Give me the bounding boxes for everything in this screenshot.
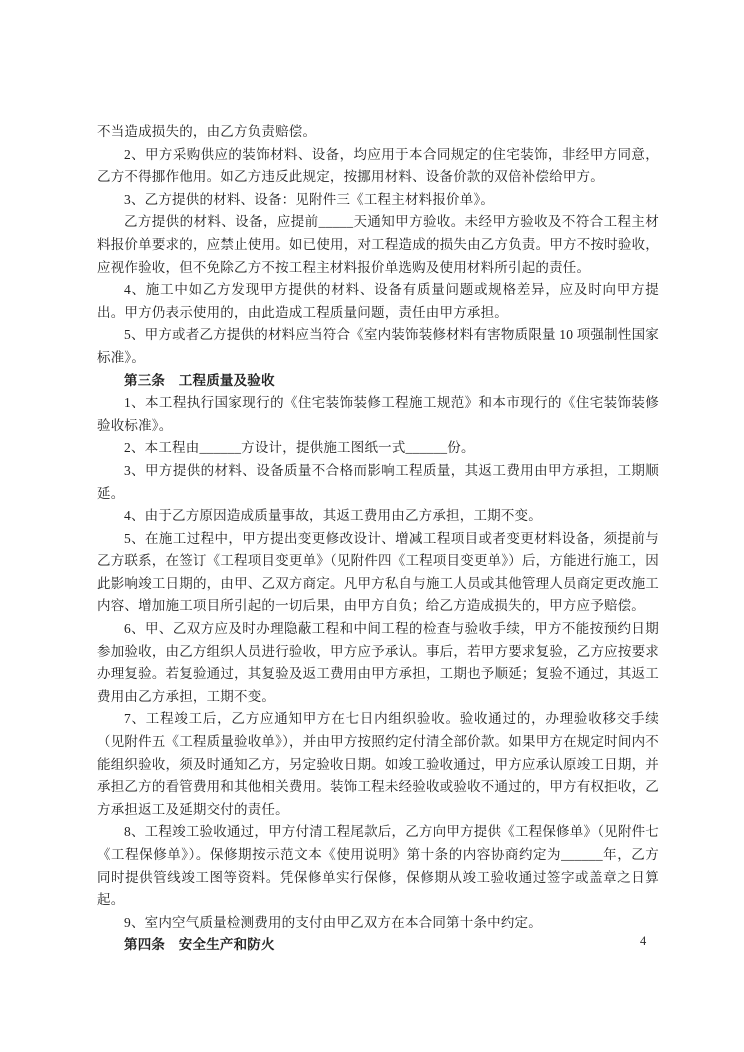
contract-paragraph: 3、甲方提供的材料、设备质量不合格而影响工程质量，其返工费用由甲方承担，工期顺延。: [97, 462, 659, 501]
contract-paragraph: 2、甲方采购供应的装饰材料、设备，均应用于本合同规定的住宅装饰，非经甲方同意，乙方不得挪作他用。如乙方违反此规定，按挪用材料、设备价款的双倍补偿给甲方。: [97, 146, 659, 185]
contract-paragraph: 5、在施工过程中，甲方提出变更修改设计、增减工程项目或者变更材料设备，须提前与乙方联系，在签订《工程项目变更单》（见附件四《工程项目变更单》）后，方能进行施工，因此影响竣工日期的，由甲、乙双方商定。凡甲方私自与施工人员或其他管理人员商定更改施工内容、增加施工项目所引起的一切后果，由甲方自负；给乙方造成损失的，甲方应予赔偿。: [97, 530, 659, 614]
contract-paragraph: 5、甲方或者乙方提供的材料应当符合《室内装饰装修材料有害物质限量 10 项强制性国家标准》。: [97, 327, 659, 365]
contract-paragraph: 2、本工程由______方设计，提供施工图纸一式______份。: [124, 440, 475, 456]
contract-paragraph: 7、工程竣工后，乙方应通知甲方在七日内组织验收。验收通过的，办理验收移交手续（见附件五《工程质量验收单》），并由甲方按照约定付清全部价款。如果甲方在规定时间内不能组织验收，须及时通知乙方，另定验收日期。如竣工验收通过，甲方应承认原竣工日期，并承担乙方的看管费用和其他相关费用。装饰工程未经验收或验收不通过的，甲方有权拒收，乙方承担返工及延期交付的责任。: [97, 711, 659, 817]
section-heading: 第四条 安全生产和防火: [124, 937, 275, 953]
page-number: 4: [640, 934, 647, 948]
contract-paragraph: 6、甲、乙双方应及时办理隐蔽工程和中间工程的检查与验收手续，甲方不能按预约日期参加验收，由乙方组织人员进行验收，甲方应予承认。事后，若甲方要求复验，乙方应按要求办理复验。若复验通过，其复验及返工费用由甲方承担，工期也予顺延；复验不通过，其返工费用由乙方承担，工期不变。: [97, 621, 659, 704]
contract-paragraph: 4、施工中如乙方发现甲方提供的材料、设备有质量问题或规格差异，应及时向甲方提出。甲方仍表示使用的，由此造成工程质量问题，责任由甲方承担。: [97, 282, 659, 320]
contract-paragraph: 不当造成损失的，由乙方负责赔偿。: [97, 124, 317, 139]
contract-paragraph: 9、室内空气质量检测费用的支付由甲乙双方在本合同第十条中约定。: [124, 914, 542, 930]
contract-text-block: [97, 121, 659, 957]
contract-paragraph: 8、工程竣工验收通过，甲方付清工程尾款后，乙方向甲方提供《工程保修单》（见附件七《工程保修单》）。保修期按示范文本《使用说明》第十条的内容协商约定为______年，乙方同时提供管线竣工图等资料。凭保修单实行保修，保修期从竣工验收通过签字或盖章之日算起。: [97, 824, 659, 908]
contract-paragraph: 4、由于乙方原因造成质量事故，其返工费用由乙方承担，工期不变。: [124, 508, 542, 524]
contract-paragraph: 乙方提供的材料、设备，应提前_____天通知甲方验收。未经甲方验收及不符合工程主材料报价单要求的，应禁止使用。如已使用，对工程造成的损失由乙方负责。甲方不按时验收，应视作验收，但不免除乙方不按工程主材料报价单选购及使用材料所引起的责任。: [97, 214, 659, 275]
section-heading: 第三条 工程质量及验收: [124, 372, 275, 388]
contract-paragraph: 3、乙方提供的材料、设备：见附件三《工程主材料报价单》。: [124, 191, 495, 207]
contract-paragraph: 1、本工程执行国家现行的《住宅装饰装修工程施工规范》和本市现行的《住宅装饰装修验收标准》。: [97, 395, 659, 433]
